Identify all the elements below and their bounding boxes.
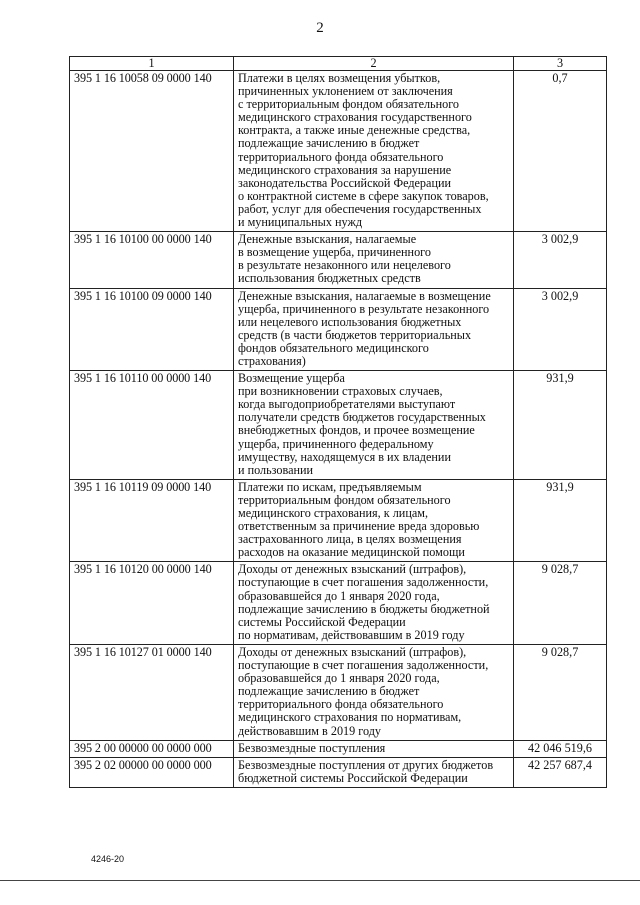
row-code: 395 2 02 00000 00 0000 000 [70,757,234,787]
column-header-amount: 3 [514,57,607,71]
table-header-row [70,57,607,71]
row-name: Безвозмездные поступления [234,740,514,757]
row-code: 395 1 16 10100 00 0000 140 [70,232,234,288]
row-name: Доходы от денежных взысканий (штрафов), поступающие в счет погашения задолженности, образовавшейся до 1 января 2020 года, подлежащие зачислению в бюджеты бюджетной системы Российской Федерации по нормативам, действовавшим в 2019 году [234,562,514,645]
row-code: 395 1 16 10119 09 0000 140 [70,479,234,562]
table-row [70,479,607,562]
row-code: 395 1 16 10100 09 0000 140 [70,288,234,371]
row-amount: 0,7 [514,71,607,232]
page-number: 2 [316,20,324,36]
row-name: Возмещение ущерба при возникновении страховых случаев, когда выгодоприобретателями выступают получатели средств бюджетов государственных внебюджетных фондов, и прочее возмещение ущерба, причиненного федеральному имуществу, находящемуся в их владении и пользовании [234,371,514,480]
column-header-name: 2 [234,57,514,71]
row-amount: 42 257 687,4 [514,757,607,787]
row-amount: 931,9 [514,371,607,480]
row-code: 395 2 00 00000 00 0000 000 [70,740,234,757]
row-name: Денежные взыскания, налагаемые в возмещение ущерба, причиненного в результате незаконного или нецелевого использования бюджетных средств [234,232,514,288]
row-name: Денежные взыскания, налагаемые в возмещение ущерба, причиненного в результате незаконного или нецелевого использования бюджетных средств (в части бюджетов территориальных фондов обязательного медицинского страхования) [234,288,514,371]
budget-revenue-table [69,56,607,788]
column-header-code: 1 [70,57,234,71]
row-code: 395 1 16 10110 00 0000 140 [70,371,234,480]
table-row [70,562,607,645]
row-name: Платежи по искам, предъявляемым территориальным фондом обязательного медицинского страхования, к лицам, ответственным за причинение вреда здоровью застрахованного лица, в целях возмещения расходов на оказание медицинской помощи [234,479,514,562]
table-row [70,288,607,371]
row-amount: 42 046 519,6 [514,740,607,757]
table-row [70,757,607,787]
row-name: Безвозмездные поступления от других бюджетов бюджетной системы Российской Федерации [234,757,514,787]
document-number: 4246-20 [91,854,125,864]
table-row [70,740,607,757]
row-name: Доходы от денежных взысканий (штрафов), поступающие в счет погашения задолженности, образовавшейся до 1 января 2020 года, подлежащие зачислению в бюджет территориального фонда обязательного медицинского страхования по нормативам, действовавшим в 2019 году [234,644,514,740]
row-amount: 931,9 [514,479,607,562]
page-bottom-rule [0,880,640,881]
table-row [70,371,607,480]
row-code: 395 1 16 10120 00 0000 140 [70,562,234,645]
row-amount: 9 028,7 [514,562,607,645]
table-row [70,232,607,288]
table-row [70,71,607,232]
row-amount: 9 028,7 [514,644,607,740]
row-code: 395 1 16 10127 01 0000 140 [70,644,234,740]
table-row [70,644,607,740]
row-amount: 3 002,9 [514,288,607,371]
row-code: 395 1 16 10058 09 0000 140 [70,71,234,232]
row-name: Платежи в целях возмещения убытков, причиненных уклонением от заключения с территориальным фондом обязательного медицинского страхования государственного контракта, а также иные денежные средства, подлежащие зачислению в бюджет территориального фонда обязательного медицинского страхования за нарушение законодательства Российской Федерации о контрактной системе в сфере закупок товаров, работ, услуг для обеспечения государственных и муниципальных нужд [234,71,514,232]
row-amount: 3 002,9 [514,232,607,288]
